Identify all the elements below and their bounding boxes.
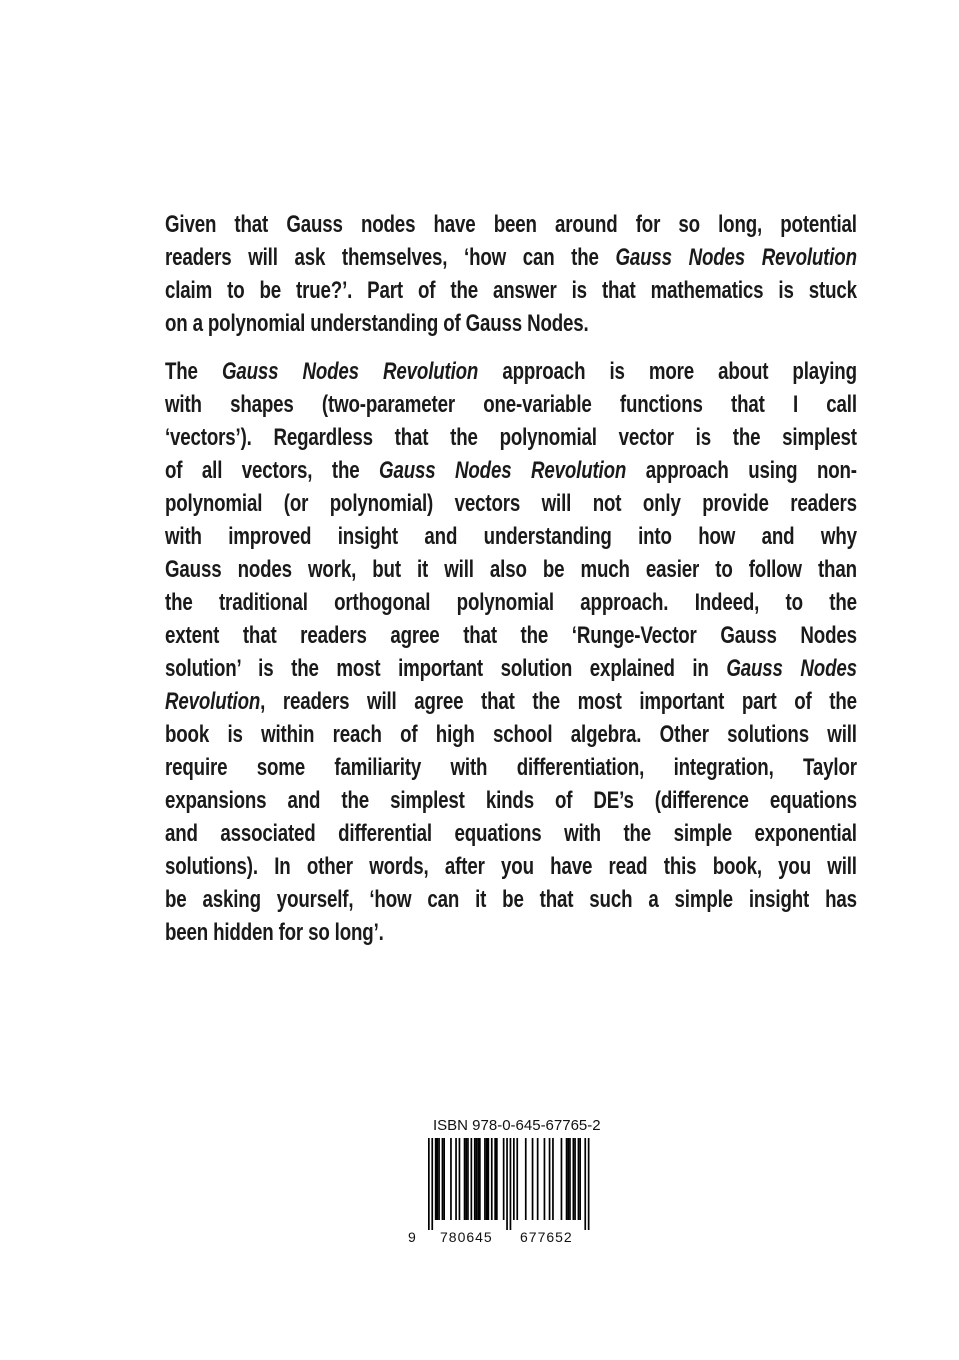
text-line <box>165 685 857 718</box>
text-segment: Gauss nodes work, but it will also be much easier to follow than <box>165 556 857 583</box>
barcode-bar <box>532 1138 534 1220</box>
barcode-bar <box>578 1138 580 1220</box>
barcode-bar <box>573 1138 575 1220</box>
text-line <box>165 553 857 586</box>
barcode-bar <box>443 1138 445 1220</box>
text-segment: claim to be true?’. Part of the answer is that mathematics is stuck <box>165 277 857 304</box>
barcode-bar <box>588 1138 590 1230</box>
text-line <box>165 208 857 241</box>
barcode-bar <box>552 1138 554 1220</box>
barcode-bar <box>544 1138 546 1220</box>
barcode-bar <box>455 1138 457 1220</box>
barcode-bar <box>450 1138 452 1220</box>
text-segment: approach using non- <box>626 457 857 484</box>
text-segment: of all vectors, the <box>165 457 380 484</box>
text-segment: expansions and the simplest kinds of DE’s (difference equations <box>165 787 857 814</box>
barcode-bar <box>525 1138 527 1220</box>
barcode-bar <box>579 1138 581 1220</box>
barcode-bar <box>442 1138 444 1220</box>
text-segment: be asking yourself, ‘how can it be that such a simple insight has <box>165 886 857 913</box>
barcode-bar <box>428 1138 430 1230</box>
text-segment: with improved insight and understanding into how and why <box>165 523 857 550</box>
barcode-bar <box>465 1138 467 1220</box>
barcode-right-digits: 677652 <box>520 1229 573 1245</box>
isbn-barcode <box>428 1138 593 1233</box>
barcode-bar <box>567 1138 569 1220</box>
barcode-bar <box>566 1138 568 1220</box>
text-segment: extent that readers agree that the ‘Runge-Vector Gauss Nodes <box>165 622 857 649</box>
text-segment: ‘vectors’). Regardless that the polynomial vector is the simplest <box>165 424 857 451</box>
text-segment: been hidden for so long’. <box>165 919 384 946</box>
text-segment: solutions). In other words, after you have read this book, you will <box>165 853 857 880</box>
text-line <box>165 850 857 883</box>
barcode-bar <box>464 1138 466 1220</box>
text-segment: The <box>165 358 222 385</box>
text-segment: require some familiarity with differentiation, integration, Taylor <box>165 754 857 781</box>
text-line <box>165 520 857 553</box>
barcode-bar <box>569 1138 571 1220</box>
text-line <box>165 454 857 487</box>
italic-title-text: Gauss Nodes Revolution <box>221 358 479 385</box>
barcode-bar <box>496 1138 498 1220</box>
barcode-bar <box>477 1138 479 1220</box>
barcode-bar <box>476 1138 478 1220</box>
text-segment: with shapes (two-parameter one-variable functions that I call <box>165 391 857 418</box>
barcode-bar <box>459 1138 461 1220</box>
text-segment: the traditional orthogonal polynomial approach. Indeed, to the <box>165 589 857 616</box>
text-line <box>165 274 857 307</box>
barcode-bar <box>438 1138 440 1220</box>
text-line <box>165 784 857 817</box>
barcode-bar <box>513 1138 515 1220</box>
text-line <box>165 421 857 454</box>
barcode-bar <box>474 1138 476 1220</box>
text-line <box>165 883 857 916</box>
text-line <box>165 586 857 619</box>
barcode-bar <box>549 1138 551 1220</box>
barcode-bar <box>494 1138 496 1220</box>
barcode-left-digits: 780645 <box>440 1229 493 1245</box>
text-segment: Given that Gauss nodes have been around for so long, potential <box>165 211 857 238</box>
barcode-bar <box>506 1138 508 1230</box>
text-line <box>165 751 857 784</box>
text-line <box>165 307 857 340</box>
barcode-bar <box>561 1138 563 1220</box>
text-line <box>165 619 857 652</box>
text-line <box>165 388 857 421</box>
barcode-bar <box>431 1138 433 1230</box>
text-line <box>165 916 857 949</box>
text-segment: approach is more about playing <box>478 358 857 385</box>
barcode-bar <box>437 1138 439 1220</box>
barcode-bar <box>516 1138 518 1220</box>
barcode-bar <box>510 1138 512 1230</box>
isbn-label: ISBN 978-0-645-67765-2 <box>433 1117 601 1134</box>
text-segment: , readers will agree that the most important part of the <box>260 688 857 715</box>
barcode-bar <box>486 1138 488 1220</box>
barcode-bar <box>435 1138 437 1220</box>
text-segment: and associated differential equations with the simple exponential <box>165 820 857 847</box>
barcode-lead-digit: 9 <box>408 1229 416 1245</box>
text-segment: book is within reach of high school algebra. Other solutions will <box>165 721 857 748</box>
barcode-bar <box>484 1138 486 1220</box>
paragraph-1 <box>165 208 857 340</box>
text-segment: polynomial (or polynomial) vectors will not only provide readers <box>165 490 857 517</box>
barcode-bar <box>584 1138 586 1230</box>
barcode-bar <box>488 1138 490 1220</box>
text-line <box>165 241 857 274</box>
italic-title-text: Gauss Nodes <box>726 655 857 682</box>
barcode-bar <box>503 1138 505 1220</box>
text-segment: readers will ask themselves, ‘how can the <box>165 244 616 271</box>
barcode-bar <box>537 1138 539 1220</box>
italic-title-text: Gauss Nodes Revolution <box>615 244 857 271</box>
barcode-bar <box>467 1138 469 1220</box>
text-line <box>165 817 857 850</box>
text-line <box>165 355 857 388</box>
italic-title-text: Revolution <box>165 688 261 715</box>
italic-title-text: Gauss Nodes Revolution <box>379 457 627 484</box>
text-segment: on a polynomial understanding of Gauss Nodes. <box>165 310 589 337</box>
barcode-bar <box>479 1138 481 1220</box>
barcode-bar <box>574 1138 576 1220</box>
text-line <box>165 487 857 520</box>
barcode-bar <box>471 1138 473 1220</box>
paragraph-2 <box>165 355 857 949</box>
text-segment: solution’ is the most important solution explained in <box>165 655 727 682</box>
text-line <box>165 652 857 685</box>
barcode-bar <box>491 1138 493 1220</box>
text-line <box>165 718 857 751</box>
